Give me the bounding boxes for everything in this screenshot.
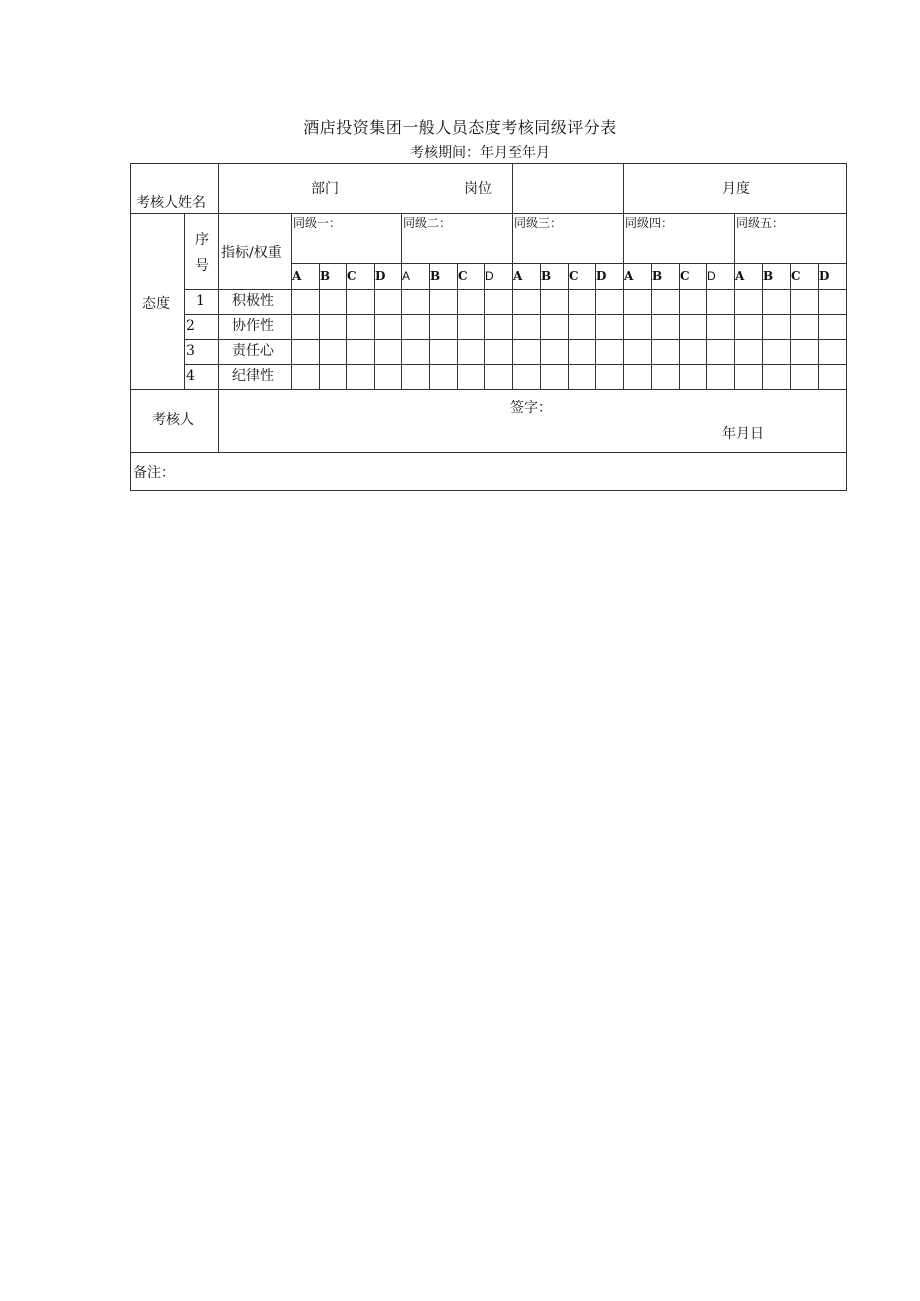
- table-vline: [623, 213, 624, 264]
- row-item-2: 协作性: [232, 318, 274, 334]
- table-hline: [130, 452, 847, 453]
- grade-header-d: D: [707, 269, 716, 283]
- assessee-name-label: 考核人姓名: [136, 195, 206, 211]
- grade-header-d: D: [375, 269, 386, 283]
- peer-label-2: 同级二：: [403, 216, 452, 230]
- grade-header-a: A: [513, 269, 523, 283]
- date-label: 年月日: [722, 426, 764, 442]
- form-title: 酒店投资集团一般人员态度考核同级评分表: [303, 118, 617, 137]
- grade-header-b: B: [320, 269, 331, 283]
- assessor-label: 考核人: [152, 412, 194, 428]
- month-label: 月度: [722, 181, 750, 197]
- table-hline: [130, 389, 847, 390]
- signature-label: 签字：: [510, 400, 552, 416]
- grade-header-b: B: [652, 269, 663, 283]
- table-vline: [401, 213, 402, 264]
- department-label: 部门: [311, 181, 339, 197]
- peer-label-4: 同级四：: [625, 216, 674, 230]
- row-seq-2: 2: [186, 318, 195, 334]
- seq-label-bottom: 号: [195, 258, 209, 274]
- grade-header-c: C: [680, 269, 690, 283]
- table-hline: [184, 339, 847, 340]
- attitude-section-label: 态度: [142, 296, 170, 312]
- peer-label-3: 同级三：: [514, 216, 563, 230]
- row-item-1: 积极性: [232, 293, 274, 309]
- grade-header-a: A: [735, 269, 745, 283]
- table-vline: [512, 213, 513, 264]
- grade-header-d: D: [819, 269, 830, 283]
- grade-header-c: C: [347, 269, 357, 283]
- position-label: 岗位: [464, 181, 492, 197]
- grade-header-d: D: [596, 269, 607, 283]
- table-top-border: [130, 163, 847, 164]
- row-seq-3: 3: [186, 343, 195, 359]
- table-vline: [512, 163, 513, 214]
- grade-header-b: B: [541, 269, 552, 283]
- remarks-label: 备注：: [133, 465, 175, 481]
- table-hline: [184, 289, 847, 290]
- seq-label-top: 序: [195, 232, 209, 248]
- grade-header-c: C: [791, 269, 801, 283]
- grade-header-c: C: [458, 269, 468, 283]
- table-bottom-border: [130, 490, 847, 491]
- grade-header-b: B: [763, 269, 774, 283]
- row-seq-1: 1: [196, 293, 205, 309]
- peer-label-5: 同级五：: [736, 216, 785, 230]
- table-vline: [218, 389, 219, 453]
- index-weight-label: 指标/权重: [221, 245, 282, 261]
- grade-header-d: D: [485, 269, 494, 283]
- grade-header-b: B: [430, 269, 441, 283]
- row-item-4: 纪律性: [232, 368, 274, 384]
- peer-label-1: 同级一：: [293, 216, 342, 230]
- table-hline: [130, 213, 847, 214]
- row-seq-4: 4: [186, 368, 195, 384]
- table-hline: [184, 364, 847, 365]
- table-vline: [623, 163, 624, 214]
- table-vline: [218, 163, 219, 214]
- grade-header-a: A: [402, 269, 411, 283]
- assessment-period: 考核期间：年月至年月: [410, 145, 550, 161]
- grade-header-a: A: [292, 269, 302, 283]
- table-hline: [184, 314, 847, 315]
- table-vline: [734, 213, 735, 264]
- row-item-3: 责任心: [232, 343, 274, 359]
- grade-header-c: C: [569, 269, 579, 283]
- grade-header-a: A: [624, 269, 634, 283]
